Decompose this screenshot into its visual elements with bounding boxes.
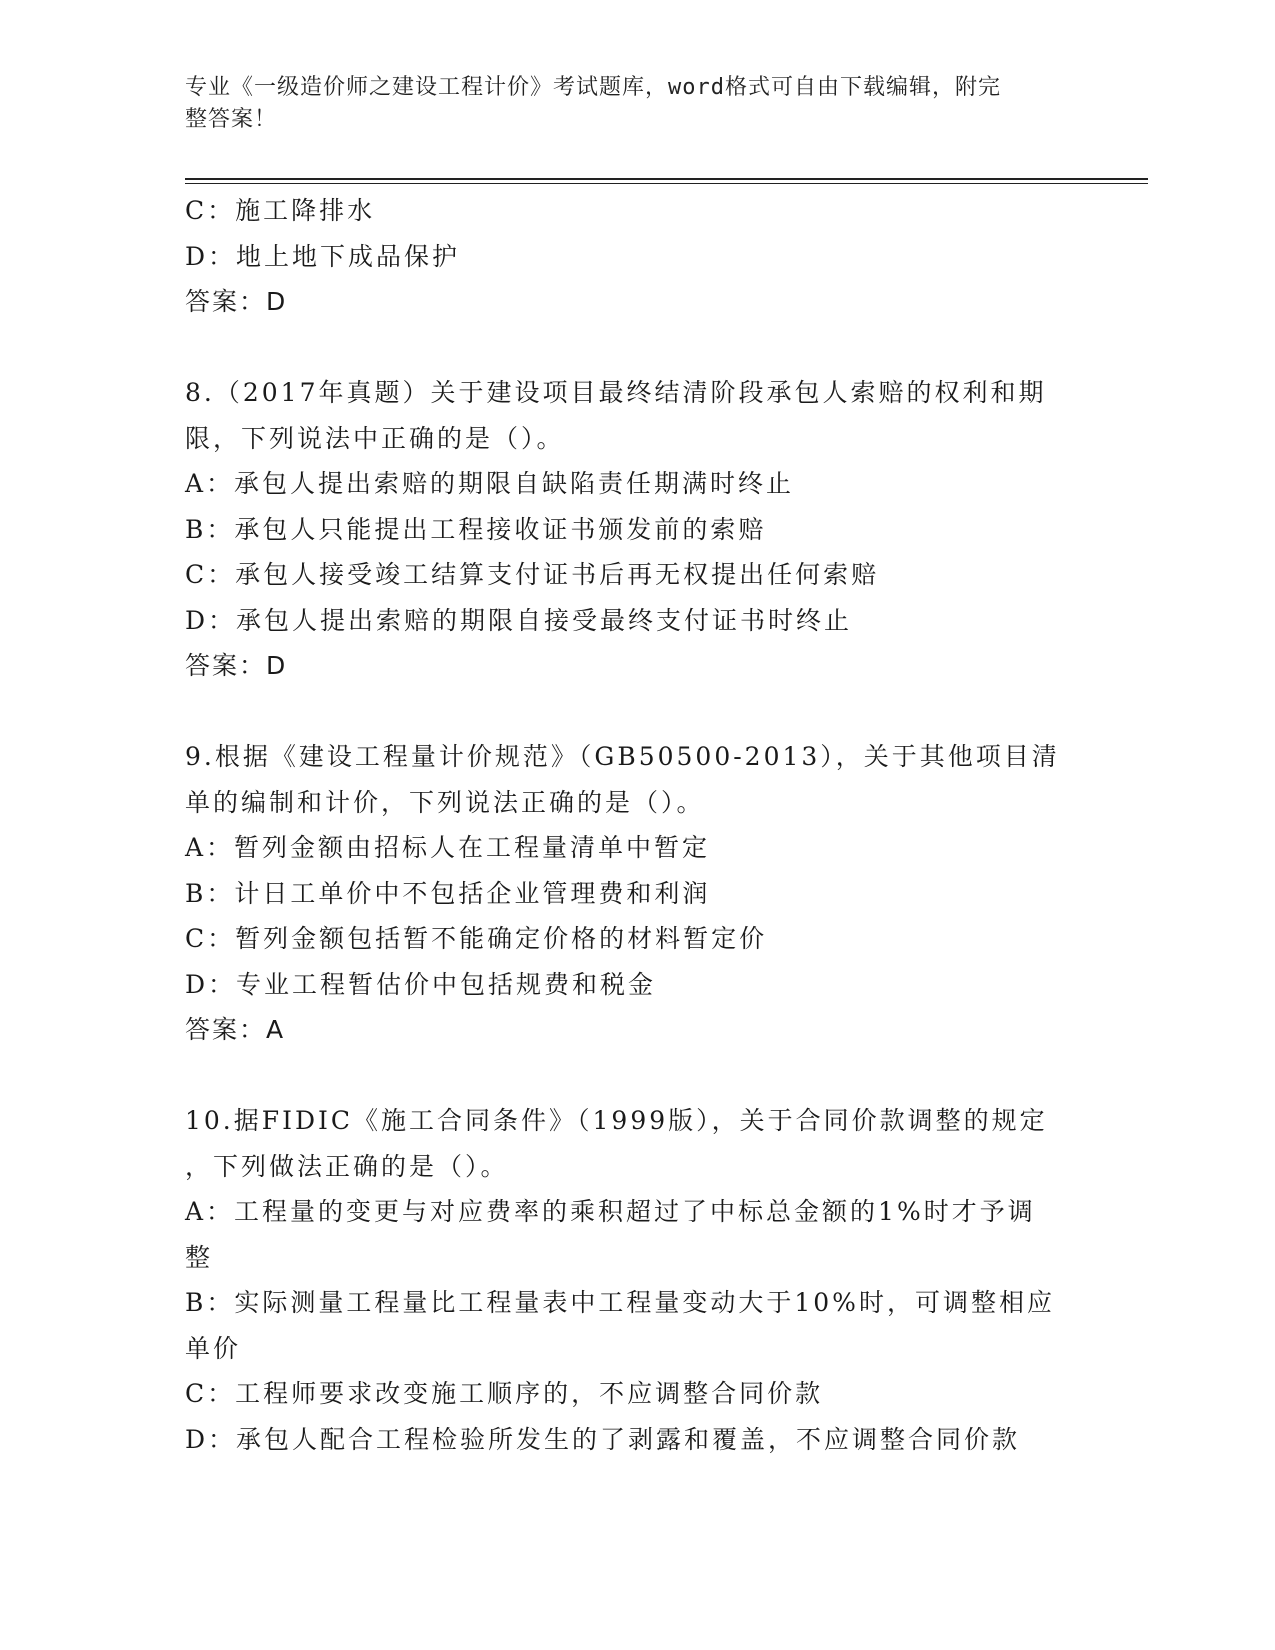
- q8-option-b: B：承包人只能提出工程接收证书颁发前的索赔: [185, 514, 767, 544]
- header-line-2: 整答案！: [185, 107, 278, 132]
- header-rule-thick: [185, 178, 1148, 180]
- q9-answer: 答案：A: [185, 1015, 286, 1044]
- spacer: [185, 325, 1085, 371]
- q10-option-b-line-2: 单价: [185, 1333, 242, 1363]
- q7-answer: 答案：D: [185, 287, 288, 316]
- q9-option-d: D：专业工程暂估价中包括规费和税金: [185, 969, 657, 999]
- q8-option-a: A：承包人提出索赔的期限自缺陷责任期满时终止: [185, 469, 795, 498]
- q9-option-c: C：暂列金额包括暂不能确定价格的材料暂定价: [185, 924, 768, 953]
- q10-option-d: D：承包人配合工程检验所发生的了剥露和覆盖，不应调整合同价款: [185, 1424, 1021, 1454]
- q8-stem-line-2: 限，下列说法中正确的是（）。: [185, 423, 565, 453]
- spacer: [185, 689, 1085, 735]
- document-header: [185, 72, 1065, 136]
- header-rule-thin: [185, 183, 1148, 184]
- question-9: [185, 734, 1085, 1053]
- q9-stem-line-2: 单的编制和计价，下列说法正确的是（）。: [185, 787, 705, 817]
- q8-option-c: C：承包人接受竣工结算支付证书后再无权提出任何索赔: [185, 560, 880, 589]
- q10-stem-line-2: ，下列做法正确的是（）。: [185, 1151, 509, 1181]
- q10-option-a-line-1: A：工程量的变更与对应费率的乘积超过了中标总金额的1%时才予调: [185, 1197, 1036, 1226]
- q10-option-b-line-1: B：实际测量工程量比工程量表中工程量变动大于10%时，可调整相应: [185, 1288, 1055, 1317]
- q7-option-d: D：地上地下成品保护: [185, 241, 461, 271]
- q10-stem-line-1: 10.据FIDIC《施工合同条件》（1999版），关于合同价款调整的规定: [185, 1106, 1048, 1135]
- question-content: [185, 188, 1085, 1462]
- question-8: [185, 370, 1085, 689]
- spacer: [185, 1053, 1085, 1099]
- q9-option-b: B：计日工单价中不包括企业管理费和利润: [185, 878, 711, 908]
- q9-option-a: A：暂列金额由招标人在工程量清单中暂定: [185, 833, 711, 862]
- q7-option-c: C：施工降排水: [185, 196, 376, 225]
- q8-answer: 答案：D: [185, 651, 288, 680]
- question-7: [185, 188, 1085, 325]
- q8-stem-line-1: 8.（2017年真题）关于建设项目最终结清阶段承包人索赔的权利和期: [185, 378, 1047, 407]
- q8-option-d: D：承包人提出索赔的期限自接受最终支付证书时终止: [185, 605, 853, 635]
- q10-option-a-line-2: 整: [185, 1242, 214, 1272]
- q10-option-c: C：工程师要求改变施工顺序的，不应调整合同价款: [185, 1379, 824, 1408]
- header-line-1: 专业《一级造价师之建设工程计价》考试题库，word格式可自由下载编辑，附完: [185, 75, 1001, 100]
- question-10: [185, 1098, 1085, 1462]
- q9-stem-line-1: 9.根据《建设工程量计价规范》（GB50500-2013），关于其他项目清: [185, 742, 1060, 771]
